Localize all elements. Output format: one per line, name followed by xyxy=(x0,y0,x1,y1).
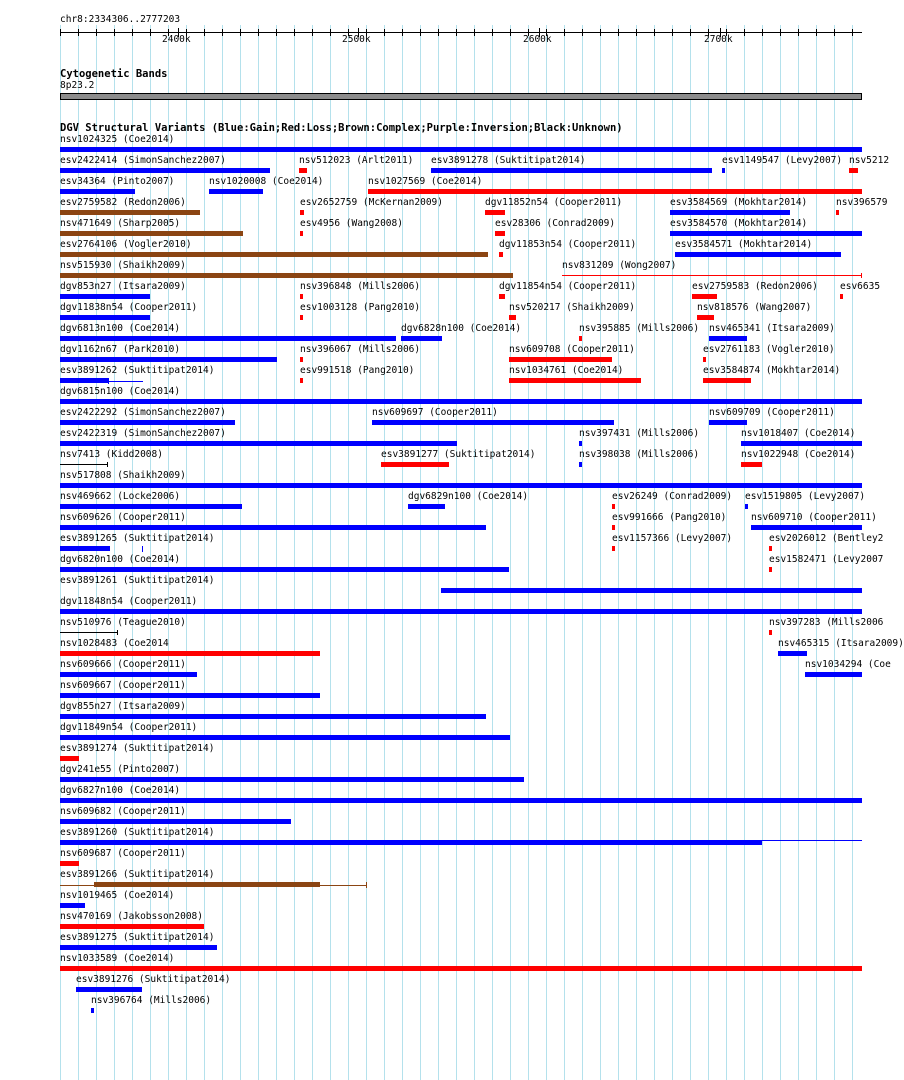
cytoband-label: 8p23.2 xyxy=(60,80,95,91)
grid-line xyxy=(726,25,727,1080)
ruler-tick xyxy=(222,29,223,36)
variant-label: nsv609687 (Cooper2011) xyxy=(60,848,186,859)
variant-label: nsv1028483 (Coe2014 xyxy=(60,638,169,649)
variant-end-tick xyxy=(117,630,118,635)
ruler-tick xyxy=(150,29,151,36)
variant-bar[interactable] xyxy=(741,441,862,446)
variant-label: esv3584571 (Mokhtar2014) xyxy=(675,239,813,250)
variant-label: esv3891266 (Suktitipat2014) xyxy=(60,869,215,880)
variant-bar[interactable] xyxy=(60,210,200,215)
ruler-tick xyxy=(564,29,565,36)
variant-bar[interactable] xyxy=(849,168,858,173)
variant-label: esv3891262 (Suktitipat2014) xyxy=(60,365,215,376)
ruler-tick xyxy=(240,29,241,36)
grid-line xyxy=(528,25,529,1080)
variant-label: nsv469662 (Locke2006) xyxy=(60,491,181,502)
variant-bar[interactable] xyxy=(60,903,85,908)
ruler-tick xyxy=(276,29,277,36)
variant-label: nsv517808 (Shaikh2009) xyxy=(60,470,186,481)
ruler-tick xyxy=(132,29,133,36)
position-label: chr8:2334306..2777203 xyxy=(60,14,181,25)
ruler-tick xyxy=(492,29,493,36)
ruler-tick xyxy=(582,29,583,36)
variant-label: esv1157366 (Levy2007) xyxy=(612,533,733,544)
variant-bar[interactable] xyxy=(381,462,449,467)
grid-line xyxy=(852,25,853,1080)
ruler-tick xyxy=(78,29,79,36)
variant-bar[interactable] xyxy=(778,651,807,656)
variant-bar[interactable] xyxy=(60,315,150,320)
variant-label: nsv1024325 (Coe2014) xyxy=(60,134,175,145)
ruler-tick xyxy=(330,29,331,36)
variant-label: nsv471649 (Sharp2005) xyxy=(60,218,181,229)
grid-line xyxy=(834,25,835,1080)
variant-bar[interactable] xyxy=(91,1008,94,1013)
variant-label: esv3891278 (Suktitipat2014) xyxy=(431,155,586,166)
grid-line xyxy=(582,25,583,1080)
ruler-tick xyxy=(816,29,817,36)
grid-line xyxy=(798,25,799,1080)
variant-bar[interactable] xyxy=(60,756,79,761)
variant-label: nsv515930 (Shaikh2009) xyxy=(60,260,186,271)
variant-bar[interactable] xyxy=(94,882,320,887)
variant-label: dgv6828n100 (Coe2014) xyxy=(401,323,522,334)
ruler-tick xyxy=(258,29,259,36)
variant-bar[interactable] xyxy=(60,189,135,194)
variant-label: nsv609697 (Cooper2011) xyxy=(372,407,498,418)
variant-bar[interactable] xyxy=(60,840,762,845)
variant-label: nsv1022948 (Coe2014) xyxy=(741,449,856,460)
ruler-tick xyxy=(114,29,115,36)
variant-bar[interactable] xyxy=(836,210,839,215)
variant-bar[interactable] xyxy=(300,378,303,383)
variant-label: esv2422292 (SimonSanchez2007) xyxy=(60,407,226,418)
ruler-line xyxy=(60,32,862,33)
variant-bar[interactable] xyxy=(509,315,516,320)
ruler-tick xyxy=(600,29,601,36)
variant-bar[interactable] xyxy=(300,210,304,215)
variant-bar[interactable] xyxy=(60,294,150,299)
grid-line xyxy=(690,25,691,1080)
variant-label: esv1519805 (Levy2007) xyxy=(745,491,866,502)
variant-label: esv2759583 (Redon2006) xyxy=(692,281,818,292)
variant-bar[interactable] xyxy=(709,336,747,341)
variant-label: nsv470169 (Jakobsson2008) xyxy=(60,911,203,922)
variant-bar[interactable] xyxy=(60,378,108,383)
variant-bar[interactable] xyxy=(499,294,505,299)
variant-bar[interactable] xyxy=(441,588,862,593)
grid-line xyxy=(762,25,763,1080)
variant-label: dgv853n27 (Itsara2009) xyxy=(60,281,186,292)
variant-label: nsv609666 (Cooper2011) xyxy=(60,659,186,670)
ruler-tick xyxy=(96,29,97,36)
variant-bar[interactable] xyxy=(299,168,307,173)
variant-label: nsv1034294 (Coe xyxy=(805,659,891,670)
variant-label: nsv609667 (Cooper2011) xyxy=(60,680,186,691)
grid-line xyxy=(672,25,673,1080)
variant-label: dgv6815n100 (Coe2014) xyxy=(60,386,181,397)
grid-line xyxy=(618,25,619,1080)
variant-bar[interactable] xyxy=(769,630,772,635)
variant-bar[interactable] xyxy=(692,294,717,299)
variant-label: nsv609710 (Cooper2011) xyxy=(751,512,877,523)
variant-label: nsv609709 (Cooper2011) xyxy=(709,407,835,418)
ruler-tick xyxy=(852,29,853,36)
variant-span-line[interactable] xyxy=(562,275,862,276)
variant-label: nsv1020008 (Coe2014) xyxy=(209,176,324,187)
variant-bar[interactable] xyxy=(509,378,641,383)
variant-label: esv2652759 (McKernan2009) xyxy=(300,197,443,208)
variant-end-tick xyxy=(366,882,367,888)
grid-line xyxy=(636,25,637,1080)
ruler-tick xyxy=(510,29,511,36)
variant-label: esv3891265 (Suktitipat2014) xyxy=(60,533,215,544)
variant-label: nsv510976 (Teague2010) xyxy=(60,617,186,628)
variant-label: nsv1019465 (Coe2014) xyxy=(60,890,175,901)
variant-label: esv3584874 (Mokhtar2014) xyxy=(703,365,841,376)
variant-label: nsv465315 (Itsara2009) xyxy=(778,638,904,649)
variant-span-line[interactable] xyxy=(60,885,94,886)
grid-line xyxy=(510,25,511,1080)
ruler-tick xyxy=(420,29,421,36)
grid-line xyxy=(492,25,493,1080)
variant-bar[interactable] xyxy=(60,546,110,551)
variant-label: dgv1162n67 (Park2010) xyxy=(60,344,181,355)
variant-label: dgv241e55 (Pinto2007) xyxy=(60,764,181,775)
variant-label: nsv7413 (Kidd2008) xyxy=(60,449,163,460)
grid-line xyxy=(366,25,367,1080)
variant-label: esv3891276 (Suktitipat2014) xyxy=(76,974,231,985)
variant-label: esv3891260 (Suktitipat2014) xyxy=(60,827,215,838)
variant-bar[interactable] xyxy=(60,966,862,971)
ruler-tick xyxy=(402,29,403,36)
grid-line xyxy=(204,25,205,1080)
variant-label: nsv831209 (Wong2007) xyxy=(562,260,677,271)
ruler-tick xyxy=(204,29,205,36)
variant-label: esv1003128 (Pang2010) xyxy=(300,302,421,313)
grid-line xyxy=(546,25,547,1080)
variant-bar[interactable] xyxy=(509,357,612,362)
variant-bar[interactable] xyxy=(209,189,263,194)
variant-label: esv3584569 (Mokhtar2014) xyxy=(670,197,808,208)
variant-bar[interactable] xyxy=(751,525,862,530)
variant-label: dgv6813n100 (Coe2014) xyxy=(60,323,181,334)
cytoband-track-title: Cytogenetic Bands xyxy=(60,68,168,80)
variant-label: dgv6829n100 (Coe2014) xyxy=(408,491,529,502)
ruler-tick xyxy=(60,29,61,36)
ruler-tick xyxy=(636,29,637,36)
variant-bar[interactable] xyxy=(60,945,217,950)
variant-bar[interactable] xyxy=(60,420,235,425)
variant-label: esv6635 xyxy=(840,281,881,292)
variant-bar[interactable] xyxy=(495,231,505,236)
variant-label: nsv609708 (Cooper2011) xyxy=(509,344,635,355)
variant-bar[interactable] xyxy=(60,441,457,446)
variant-bar[interactable] xyxy=(300,294,303,299)
grid-line xyxy=(564,25,565,1080)
variant-label: nsv397431 (Mills2006) xyxy=(579,428,700,439)
variant-label: nsv396067 (Mills2006) xyxy=(300,344,421,355)
variant-bar[interactable] xyxy=(60,798,862,803)
variant-label: dgv11853n54 (Cooper2011) xyxy=(499,239,637,250)
ruler-tick xyxy=(456,29,457,36)
variant-label: esv3584570 (Mokhtar2014) xyxy=(670,218,808,229)
variant-span-line[interactable] xyxy=(60,632,118,633)
variant-label: nsv1033589 (Coe2014) xyxy=(60,953,175,964)
variant-bar[interactable] xyxy=(60,231,243,236)
variant-label: nsv5212 xyxy=(849,155,890,166)
variant-label: nsv395885 (Mills2006) xyxy=(579,323,700,334)
variant-label: esv2764106 (Vogler2010) xyxy=(60,239,192,250)
variant-label: esv2422319 (SimonSanchez2007) xyxy=(60,428,226,439)
variant-end-tick xyxy=(107,462,108,467)
variant-bar[interactable] xyxy=(745,504,748,509)
variant-bar[interactable] xyxy=(60,861,79,866)
variant-label: esv2422414 (SimonSanchez2007) xyxy=(60,155,226,166)
variant-label: esv4956 (Wang2008) xyxy=(300,218,403,229)
variant-bar[interactable] xyxy=(368,189,862,194)
ruler-tick xyxy=(384,29,385,36)
variant-bar[interactable] xyxy=(60,168,270,173)
variant-label: dgv6827n100 (Coe2014) xyxy=(60,785,181,796)
variant-bar[interactable] xyxy=(769,546,772,551)
variant-end-tick xyxy=(142,546,143,552)
variant-label: dgv11838n54 (Cooper2011) xyxy=(60,302,198,313)
variant-bar[interactable] xyxy=(805,672,862,677)
ruler-tick xyxy=(834,29,835,36)
variant-label: esv3891261 (Suktitipat2014) xyxy=(60,575,215,586)
variant-label: esv34364 (Pinto2007) xyxy=(60,176,175,187)
variant-label: dgv6820n100 (Coe2014) xyxy=(60,554,181,565)
variant-bar[interactable] xyxy=(703,378,751,383)
grid-line xyxy=(654,25,655,1080)
variant-bar[interactable] xyxy=(60,399,862,404)
variant-label: nsv397283 (Mills2006 xyxy=(769,617,884,628)
variant-bar[interactable] xyxy=(60,525,486,530)
grid-line xyxy=(348,25,349,1080)
variant-bar[interactable] xyxy=(612,504,615,509)
variant-label: nsv396579 xyxy=(836,197,888,208)
variant-label: esv2759582 (Redon2006) xyxy=(60,197,186,208)
variant-label: dgv855n27 (Itsara2009) xyxy=(60,701,186,712)
variant-bar[interactable] xyxy=(579,441,582,446)
grid-line xyxy=(780,25,781,1080)
variant-bar[interactable] xyxy=(300,357,303,362)
ruler-label-2600k: 2600k xyxy=(523,34,552,45)
variant-label: nsv398038 (Mills2006) xyxy=(579,449,700,460)
grid-line xyxy=(708,25,709,1080)
ruler-tick xyxy=(618,29,619,36)
variant-bar[interactable] xyxy=(60,567,509,572)
grid-line xyxy=(600,25,601,1080)
variant-label: esv3891275 (Suktitipat2014) xyxy=(60,932,215,943)
ruler-label-2700k: 2700k xyxy=(704,34,733,45)
variant-bar[interactable] xyxy=(60,147,862,152)
variant-label: nsv512023 (Arlt2011) xyxy=(299,155,414,166)
variant-label: nsv396848 (Mills2006) xyxy=(300,281,421,292)
variant-label: nsv465341 (Itsara2009) xyxy=(709,323,835,334)
cytoband-bar[interactable] xyxy=(60,93,862,100)
variant-bar[interactable] xyxy=(60,609,862,614)
variant-bar[interactable] xyxy=(60,924,204,929)
variant-label: nsv1018407 (Coe2014) xyxy=(741,428,856,439)
variant-label: esv991518 (Pang2010) xyxy=(300,365,415,376)
variant-bar[interactable] xyxy=(60,252,488,257)
variant-label: esv2761183 (Vogler2010) xyxy=(703,344,835,355)
ruler-tick xyxy=(474,29,475,36)
variant-bar[interactable] xyxy=(709,420,747,425)
ruler-tick xyxy=(798,29,799,36)
variant-span-line[interactable] xyxy=(320,885,367,886)
variant-end-tick xyxy=(861,273,862,278)
variant-bar[interactable] xyxy=(60,504,242,509)
variant-label: esv2026012 (Bentley2 xyxy=(769,533,884,544)
variant-bar[interactable] xyxy=(485,210,505,215)
variant-bar[interactable] xyxy=(579,462,582,467)
variant-bar[interactable] xyxy=(76,987,142,992)
variant-label: nsv1027569 (Coe2014) xyxy=(368,176,483,187)
variant-bar[interactable] xyxy=(60,693,320,698)
variant-bar[interactable] xyxy=(697,315,714,320)
variant-bar[interactable] xyxy=(703,357,706,362)
variant-bar[interactable] xyxy=(741,462,762,467)
variant-bar[interactable] xyxy=(401,336,442,341)
variant-label: nsv1034761 (Coe2014) xyxy=(509,365,624,376)
variant-bar[interactable] xyxy=(60,819,291,824)
variant-label: nsv818576 (Wang2007) xyxy=(697,302,812,313)
variant-label: nsv609626 (Cooper2011) xyxy=(60,512,186,523)
variant-label: esv1149547 (Levy2007) xyxy=(722,155,843,166)
variant-bar[interactable] xyxy=(60,714,486,719)
variant-bar[interactable] xyxy=(60,735,510,740)
variant-span-line[interactable] xyxy=(60,464,108,465)
variant-label: esv1582471 (Levy2007 xyxy=(769,554,884,565)
variant-label: nsv396764 (Mills2006) xyxy=(91,995,212,1006)
variant-bar[interactable] xyxy=(579,336,582,341)
variant-label: nsv609682 (Cooper2011) xyxy=(60,806,186,817)
variant-bar[interactable] xyxy=(612,546,615,551)
variant-label: esv26249 (Conrad2009) xyxy=(612,491,733,502)
variant-bar[interactable] xyxy=(300,231,303,236)
variant-bar[interactable] xyxy=(60,777,524,782)
ruler-tick xyxy=(438,29,439,36)
grid-line xyxy=(816,25,817,1080)
grid-line xyxy=(744,25,745,1080)
variant-bar[interactable] xyxy=(60,357,277,362)
variant-span-line[interactable] xyxy=(712,840,862,841)
variant-label: esv3891274 (Suktitipat2014) xyxy=(60,743,215,754)
variant-end-tick xyxy=(108,378,109,384)
ruler-tick xyxy=(762,29,763,36)
variant-bar[interactable] xyxy=(499,252,503,257)
ruler-tick xyxy=(744,29,745,36)
variant-label: esv3891277 (Suktitipat2014) xyxy=(381,449,536,460)
variant-bar[interactable] xyxy=(675,252,841,257)
variant-bar[interactable] xyxy=(670,231,862,236)
ruler-label-2500k: 2500k xyxy=(342,34,371,45)
variant-label: dgv11848n54 (Cooper2011) xyxy=(60,596,198,607)
variant-label: dgv11852n54 (Cooper2011) xyxy=(485,197,623,208)
variant-bar[interactable] xyxy=(60,273,513,278)
variant-bar[interactable] xyxy=(840,294,843,299)
variant-bar[interactable] xyxy=(431,168,712,173)
ruler-tick xyxy=(294,29,295,36)
variant-bar[interactable] xyxy=(769,567,772,572)
variant-label: esv28306 (Conrad2009) xyxy=(495,218,616,229)
ruler-tick xyxy=(312,29,313,36)
ruler-tick xyxy=(780,29,781,36)
variant-bar[interactable] xyxy=(612,525,615,530)
variant-bar[interactable] xyxy=(670,210,790,215)
variant-bar[interactable] xyxy=(60,336,396,341)
variant-label: dgv11849n54 (Cooper2011) xyxy=(60,722,198,733)
variant-bar[interactable] xyxy=(722,168,725,173)
ruler-label-2400k: 2400k xyxy=(162,34,191,45)
variant-label: nsv520217 (Shaikh2009) xyxy=(509,302,635,313)
variant-label: esv991666 (Pang2010) xyxy=(612,512,727,523)
dgv-track-title: DGV Structural Variants (Blue:Gain;Red:Loss;Brown:Complex;Purple:Inversion;Black:Unknown) xyxy=(60,122,623,134)
variant-bar[interactable] xyxy=(60,651,320,656)
variant-bar[interactable] xyxy=(60,483,862,488)
variant-bar[interactable] xyxy=(408,504,445,509)
variant-bar[interactable] xyxy=(372,420,614,425)
variant-label: dgv11854n54 (Cooper2011) xyxy=(499,281,637,292)
variant-bar[interactable] xyxy=(60,672,197,677)
variant-span-line[interactable] xyxy=(108,381,143,382)
ruler-tick xyxy=(690,29,691,36)
grid-line xyxy=(330,25,331,1080)
ruler-tick xyxy=(672,29,673,36)
ruler-tick xyxy=(654,29,655,36)
variant-bar[interactable] xyxy=(300,315,303,320)
